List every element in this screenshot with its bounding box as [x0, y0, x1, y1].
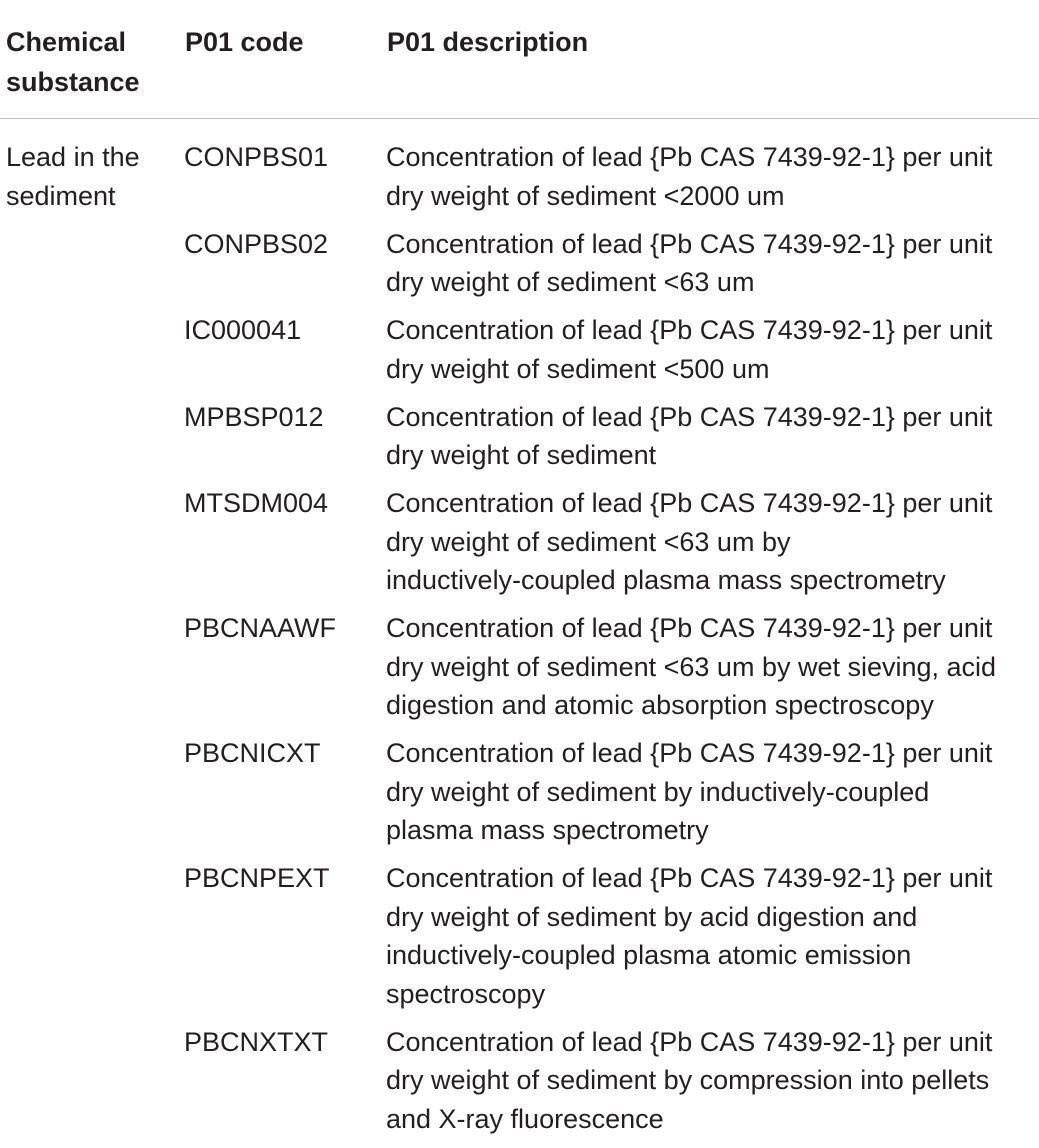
p01-code-cell: PBCNICXT	[184, 738, 321, 768]
description-line: Concentration of lead {Pb CAS 7439-92-1} per unit	[386, 738, 993, 768]
description-line: dry weight of sediment by acid digestion and	[386, 901, 918, 932]
description-line: Concentration of lead {Pb CAS 7439-92-1} per unit	[386, 1026, 993, 1057]
description-line: Concentration of lead {Pb CAS 7439-92-1} per unit	[386, 613, 993, 643]
header-p01-description: P01 description	[387, 27, 589, 57]
description-line: Concentration of lead {Pb CAS 7439-92-1} per unit	[386, 142, 993, 172]
p01-description-cell	[386, 859, 1036, 1013]
p01-code-cell: PBCNPEXT	[184, 863, 330, 893]
p01-code-cell: MPBSP012	[184, 401, 324, 432]
description-line: dry weight of sediment <63 um by	[386, 526, 791, 557]
p01-description-cell	[386, 1023, 1036, 1139]
p01-code-cell: MTSDM004	[184, 488, 329, 518]
description-line: Concentration of lead {Pb CAS 7439-92-1} per unit	[386, 488, 993, 518]
description-line: Concentration of lead {Pb CAS 7439-92-1} per unit	[386, 863, 993, 893]
description-line: Concentration of lead {Pb CAS 7439-92-1} per unit	[386, 401, 993, 432]
description-line: plasma mass spectrometry	[386, 815, 709, 845]
header-p01-code: P01 code	[185, 27, 304, 57]
p01-code-cell: CONPBS01	[184, 142, 329, 172]
p01-description-cell	[386, 734, 1036, 850]
description-line: and X-ray fluorescence	[386, 1103, 664, 1134]
substance-cell: Lead in the sediment	[6, 142, 140, 211]
p01-description-cell	[386, 484, 1036, 600]
description-line: digestion and atomic absorption spectroscopy	[386, 690, 934, 720]
p01-description-cell	[386, 311, 1036, 388]
description-line: dry weight of sediment <2000 um	[386, 180, 785, 211]
p01-description-cell	[386, 609, 1036, 725]
description-line: spectroscopy	[386, 978, 546, 1009]
table-body	[0, 119, 1039, 1148]
header-chemical-substance: Chemical substance	[6, 27, 140, 97]
description-line: inductively-coupled plasma atomic emission	[386, 940, 912, 970]
p01-code-cell: CONPBS02	[184, 228, 329, 259]
table-header	[0, 0, 1039, 119]
description-line: Concentration of lead {Pb CAS 7439-92-1} per unit	[386, 228, 993, 259]
p01-description-cell	[386, 138, 1036, 215]
description-line: dry weight of sediment <500 um	[386, 353, 770, 384]
p01-description-cell	[386, 225, 1036, 302]
p01-code-cell: IC000041	[184, 315, 302, 345]
description-line: dry weight of sediment by compression into pellets	[386, 1065, 990, 1095]
p01-code-cell: PBCNAAWF	[184, 613, 337, 643]
description-line: Concentration of lead {Pb CAS 7439-92-1} per unit	[386, 315, 993, 345]
description-line: dry weight of sediment <63 um by wet sieving, acid	[386, 651, 997, 682]
p01-description-cell	[386, 398, 1036, 475]
description-line: inductively-coupled plasma mass spectrometry	[386, 565, 946, 595]
description-line: dry weight of sediment <63 um	[386, 267, 755, 297]
description-line: dry weight of sediment	[386, 440, 657, 470]
description-line: dry weight of sediment by inductively-coupled	[386, 776, 930, 807]
p01-code-cell: PBCNXTXT	[184, 1026, 329, 1057]
